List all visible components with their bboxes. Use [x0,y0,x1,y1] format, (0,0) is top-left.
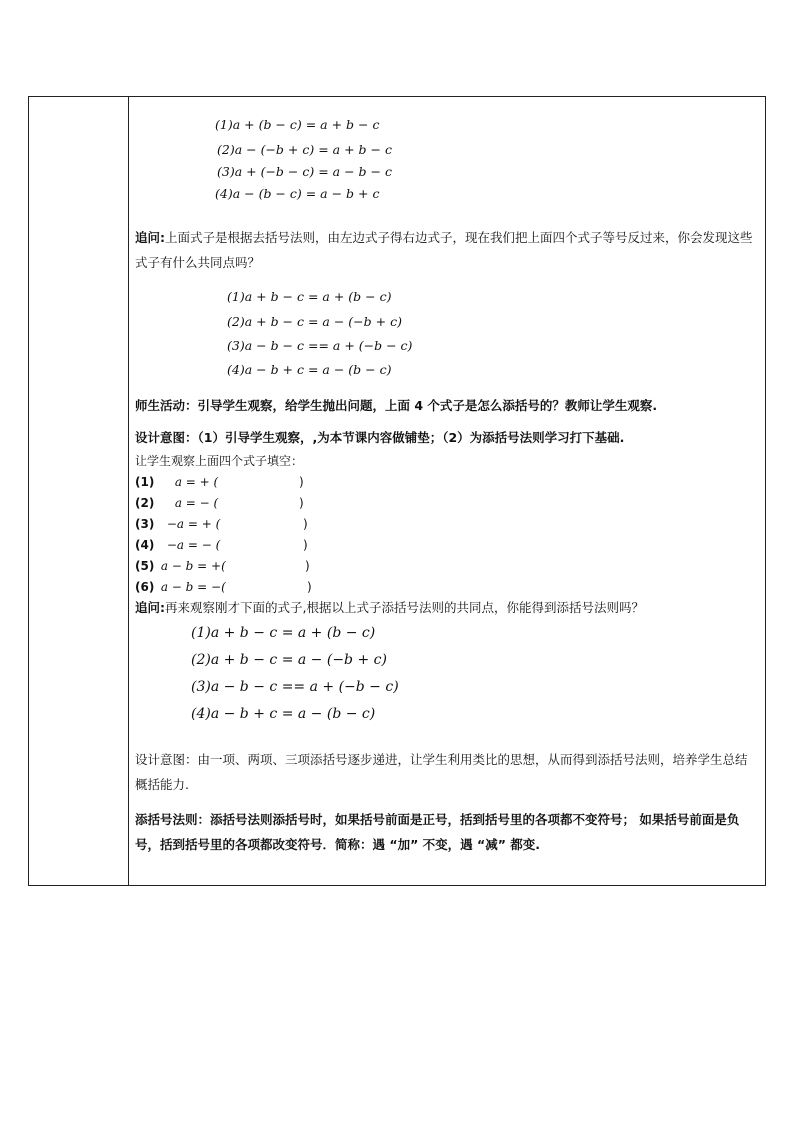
fill-intro: 让学生观察上面四个式子填空： [135,454,304,468]
activity-paragraph: 师生活动：引导学生观察，给学生抛出问题，上面 4 个式子是怎么添括号的？教师让学生观察. [135,398,658,413]
followup-text: 上面式子是根据去括号法则，由左边式子得右边式子，现在我们把上面四个式子等号反过来，你会发现这些式子有什么共同点吗？ [135,230,753,270]
equation: (4)a − b + c = a − (b − c) [227,362,392,377]
followup-question [135,225,757,275]
bracket-rule: 添括号法则：添括号法则添括号时，如果括号前面是正号，括到括号里的各项都不变符号； 如果括号前面是负号，括到括号里的各项都改变符号．简称：遇 “加” 不变，遇 “减” 都变. [135,812,740,852]
equation: (4)a − (b − c) = a − b + c [215,186,380,201]
design-intent: 设计意图：（1）引导学生观察，,为本节课内容做铺垫；（2）为添括号法则学习打下基础. [135,430,625,445]
equation: (3)a + (−b − c) = a − b − c [217,164,392,179]
fill-item: (6) a − b = −( ) [135,580,312,594]
content-cell [135,97,757,885]
fill-item: (1) a = + ( ) [135,475,304,489]
followup-label: 追问: [135,230,165,245]
followup-question [135,595,757,620]
equation: (3)a − b − c == a + (−b − c) [191,679,399,695]
equation: (2)a + b − c = a − (−b + c) [191,652,387,668]
fill-item: (3) −a = + ( ) [135,517,308,531]
equation: (1)a + b − c = a + (b − c) [191,625,376,641]
equation: (3)a − b − c == a + (−b − c) [227,338,413,353]
equation: (1)a + b − c = a + (b − c) [227,289,392,304]
equation: (1)a + (b − c) = a + b − c [215,117,380,132]
column-divider [128,97,129,885]
equation: (2)a + b − c = a − (−b + c) [227,314,402,329]
lesson-table [28,96,766,886]
fill-item: (4) −a = − ( ) [135,538,308,552]
equation: (2)a − (−b + c) = a + b − c [217,142,392,157]
followup-text: 再来观察刚才下面的式子,根据以上式子添括号法则的共同点，你能得到添括号法则吗？ [165,600,644,615]
fill-item: (2) a = − ( ) [135,496,304,510]
followup-label: 追问: [135,600,165,615]
fill-item: (5) a − b = +( ) [135,559,310,573]
design-intent: 设计意图：由一项、两项、三项添括号逐步递进，让学生利用类比的思想，从而得到添括号法则，培养学生总结概括能力. [135,752,748,792]
equation: (4)a − b + c = a − (b − c) [191,706,376,722]
